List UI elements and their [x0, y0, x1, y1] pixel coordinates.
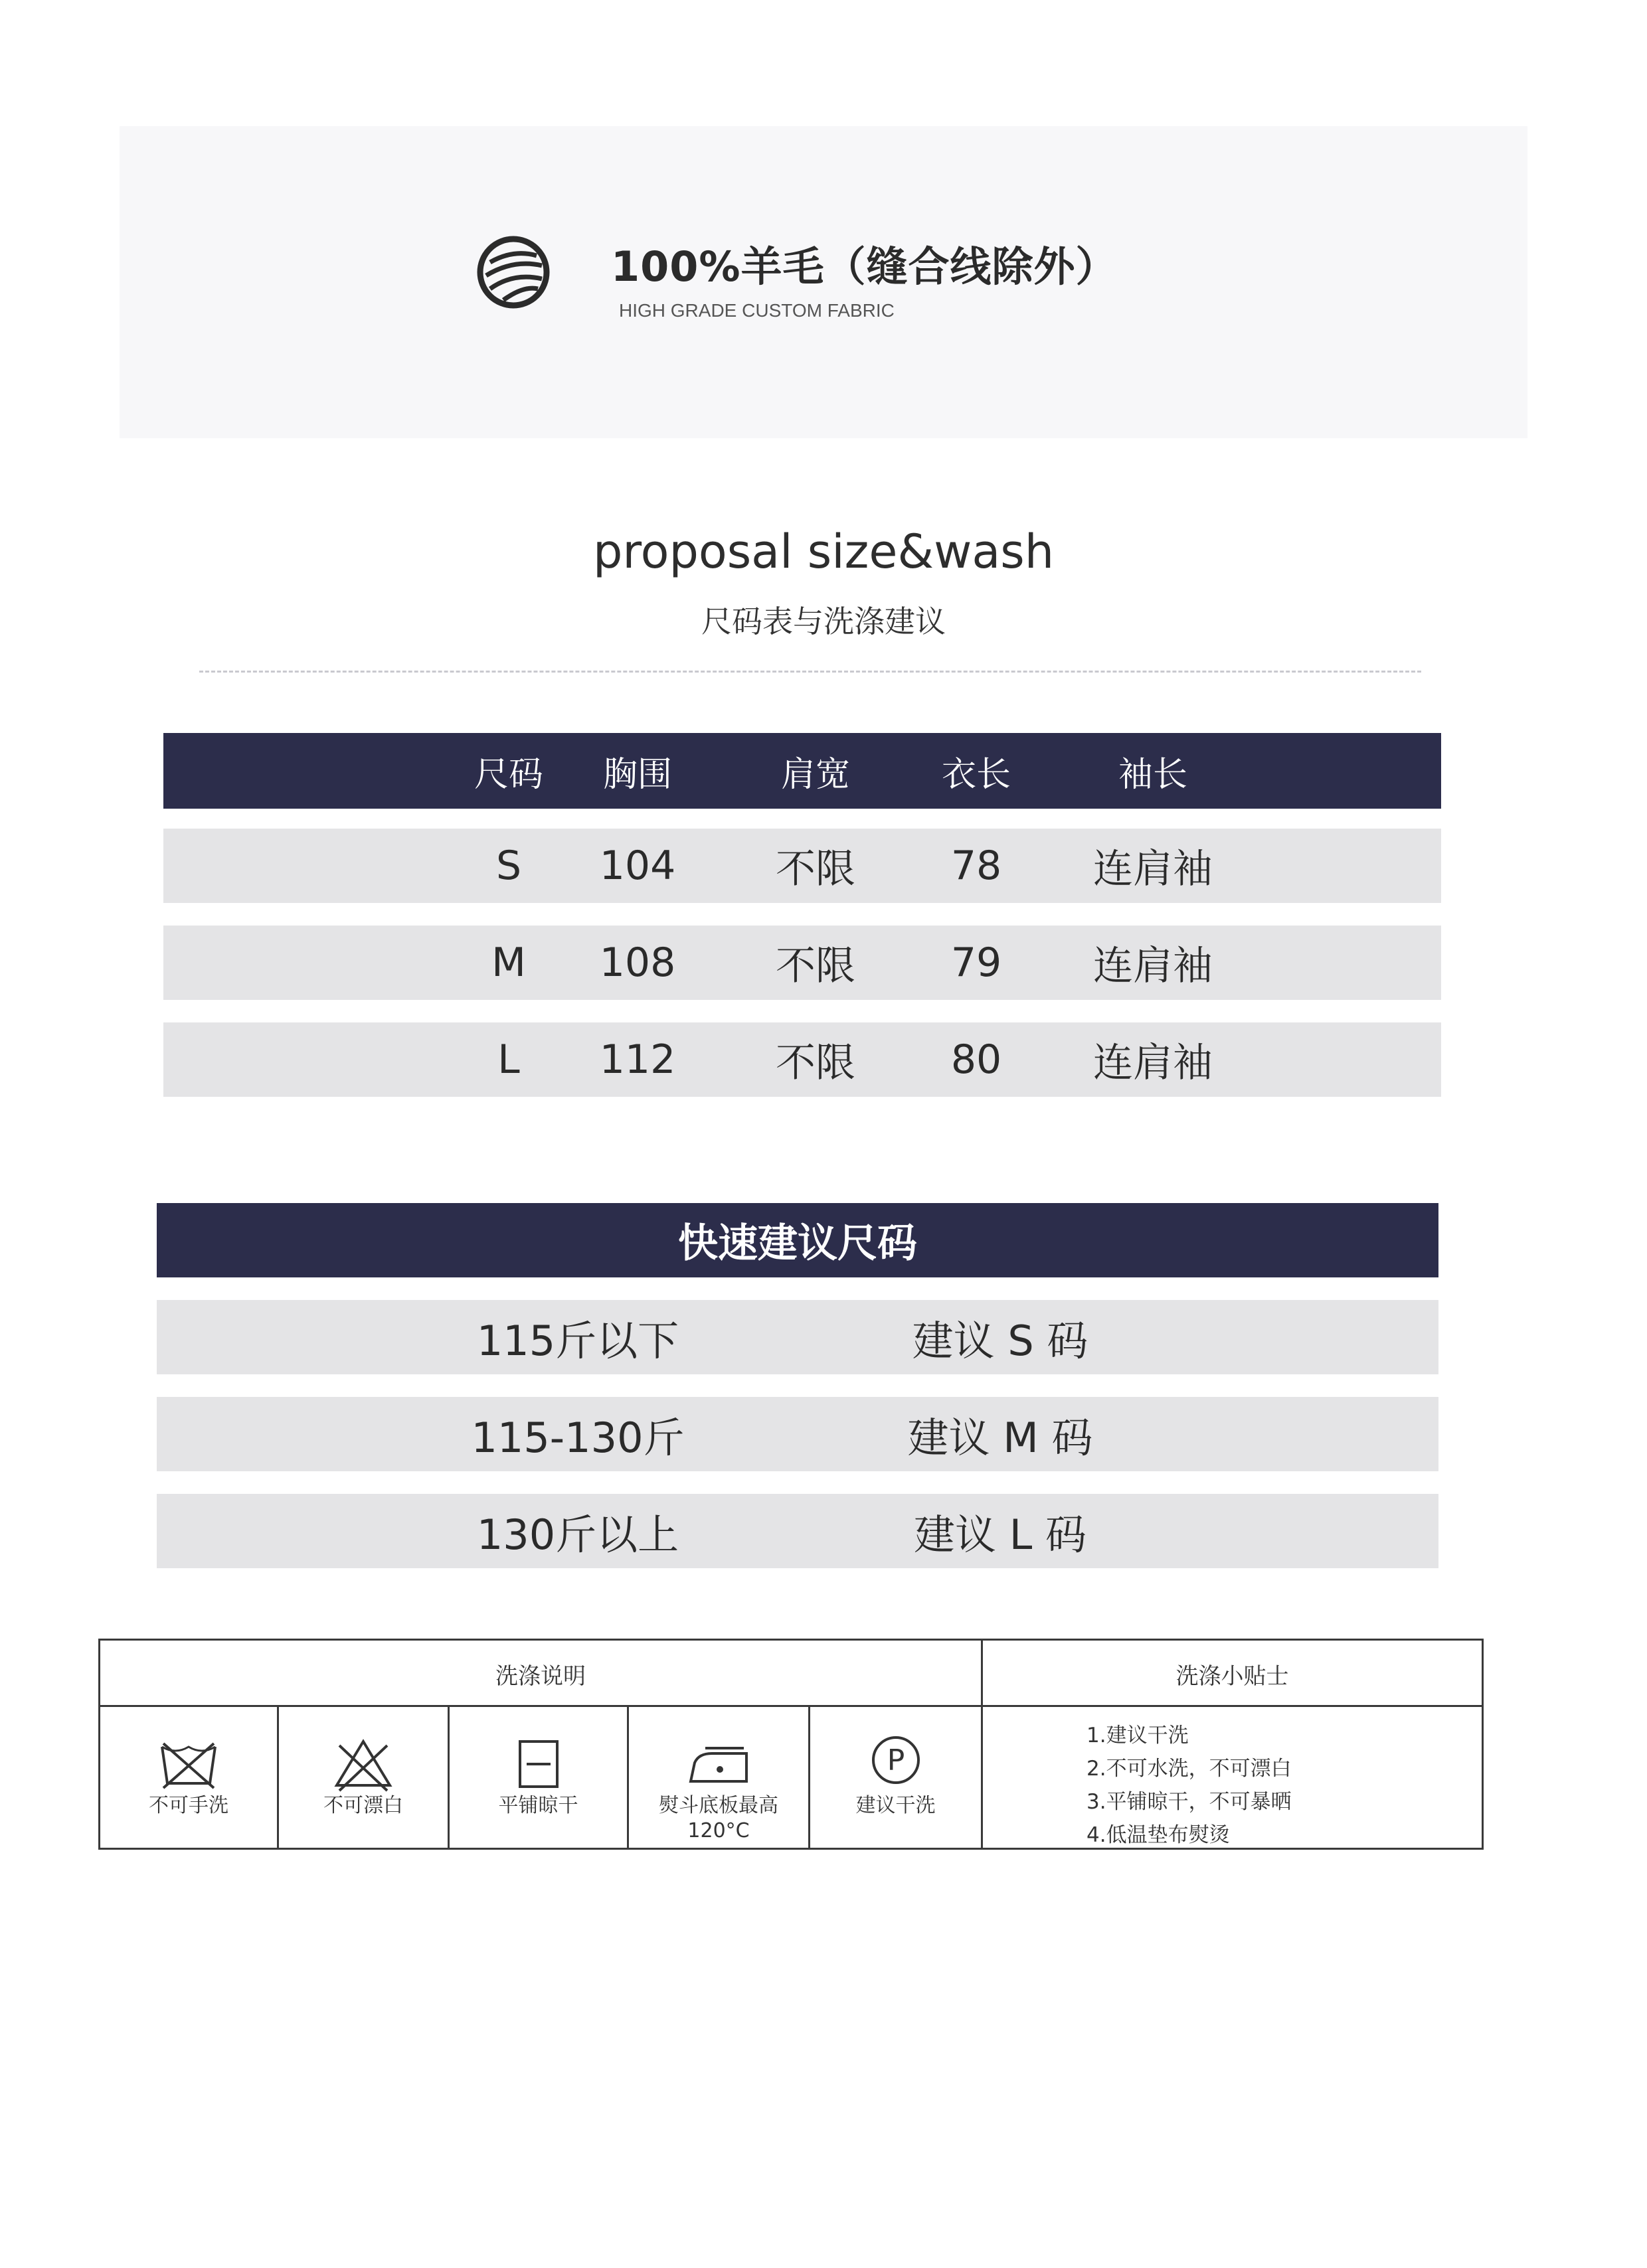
wash-table — [98, 1639, 1484, 1850]
size-row — [163, 1022, 1441, 1097]
recommended-size: 建议 S 码 — [912, 1316, 1088, 1365]
shoulder-cell: 不限 — [776, 1040, 855, 1086]
sleeve-cell: 连肩袖 — [1093, 1040, 1213, 1086]
header-chest: 胸围 — [602, 754, 672, 795]
iron-120-icon — [685, 1734, 752, 1793]
quick-size-row — [157, 1397, 1438, 1471]
section-heading-en: proposal size&wash — [592, 525, 1055, 579]
yarn-ball-icon — [477, 236, 550, 309]
weight-range: 115斤以下 — [476, 1316, 679, 1365]
quick-size-row — [157, 1494, 1438, 1568]
section-heading-zh: 尺码表与洗涤建议 — [701, 604, 946, 639]
dry-clean-p-icon — [863, 1734, 929, 1793]
chest-cell: 108 — [599, 939, 676, 986]
wash-symbol-cell — [279, 1707, 448, 1850]
quick-size-header: 快速建议尺码 — [157, 1203, 1438, 1277]
wash-symbol-label: 平铺晾干 — [498, 1794, 578, 1817]
size-row — [163, 926, 1441, 1000]
weight-range: 115-130斤 — [471, 1413, 685, 1462]
wash-symbol-cell — [100, 1707, 277, 1850]
length-cell: 78 — [950, 843, 1002, 889]
wash-tips-list — [1086, 1719, 1292, 1852]
shoulder-cell: 不限 — [776, 846, 855, 892]
no-hand-wash-icon — [155, 1734, 222, 1793]
recommended-size: 建议 M 码 — [907, 1413, 1093, 1462]
size-cell: S — [495, 843, 522, 889]
wash-symbol-label: 熨斗底板最高 — [659, 1794, 778, 1817]
wash-tip: 4.低温垫布熨烫 — [1086, 1823, 1230, 1847]
length-cell: 79 — [950, 939, 1002, 986]
wash-tips-title: 洗涤小贴士 — [1175, 1662, 1289, 1690]
header-size: 尺码 — [474, 754, 543, 795]
size-cell: M — [491, 939, 526, 986]
wash-tip: 3.平铺晾干，不可暴晒 — [1086, 1790, 1292, 1814]
wash-symbol-cell — [629, 1707, 808, 1850]
shoulder-cell: 不限 — [776, 943, 855, 989]
wash-symbol-label: 建议干洗 — [855, 1794, 936, 1817]
wash-symbol-label: 不可漂白 — [323, 1794, 403, 1817]
dry-flat-icon — [505, 1734, 572, 1793]
header-shoulder: 肩宽 — [780, 754, 850, 795]
wash-tip: 1.建议干洗 — [1086, 1724, 1189, 1747]
fabric-subtitle: HIGH GRADE CUSTOM FABRIC — [619, 300, 895, 321]
size-table-header — [163, 733, 1441, 809]
chest-cell: 104 — [599, 843, 676, 889]
no-bleach-icon — [330, 1734, 396, 1793]
wash-instructions-title: 洗涤说明 — [495, 1662, 586, 1690]
weight-range: 130斤以上 — [476, 1510, 679, 1559]
quick-size-row — [157, 1300, 1438, 1374]
dashed-divider — [199, 671, 1421, 673]
size-row — [163, 829, 1441, 903]
wash-tip: 2.不可水洗，不可漂白 — [1086, 1757, 1292, 1781]
wash-symbol-label: 不可手洗 — [149, 1794, 228, 1817]
sleeve-cell: 连肩袖 — [1093, 943, 1213, 989]
recommended-size: 建议 L 码 — [914, 1510, 1086, 1559]
sleeve-cell: 连肩袖 — [1093, 846, 1213, 892]
chest-cell: 112 — [599, 1036, 676, 1083]
wash-symbol-cell — [810, 1707, 981, 1850]
length-cell: 80 — [950, 1036, 1002, 1083]
svg-text:P: P — [887, 1743, 905, 1777]
fabric-title: 100%羊毛（缝合线除外） — [611, 242, 1118, 291]
header-length: 衣长 — [941, 754, 1011, 795]
wash-symbol-label-temp: 120°C — [687, 1819, 750, 1842]
wash-symbol-cell — [450, 1707, 627, 1850]
header-sleeve: 袖长 — [1118, 754, 1187, 795]
size-cell: L — [497, 1036, 520, 1083]
